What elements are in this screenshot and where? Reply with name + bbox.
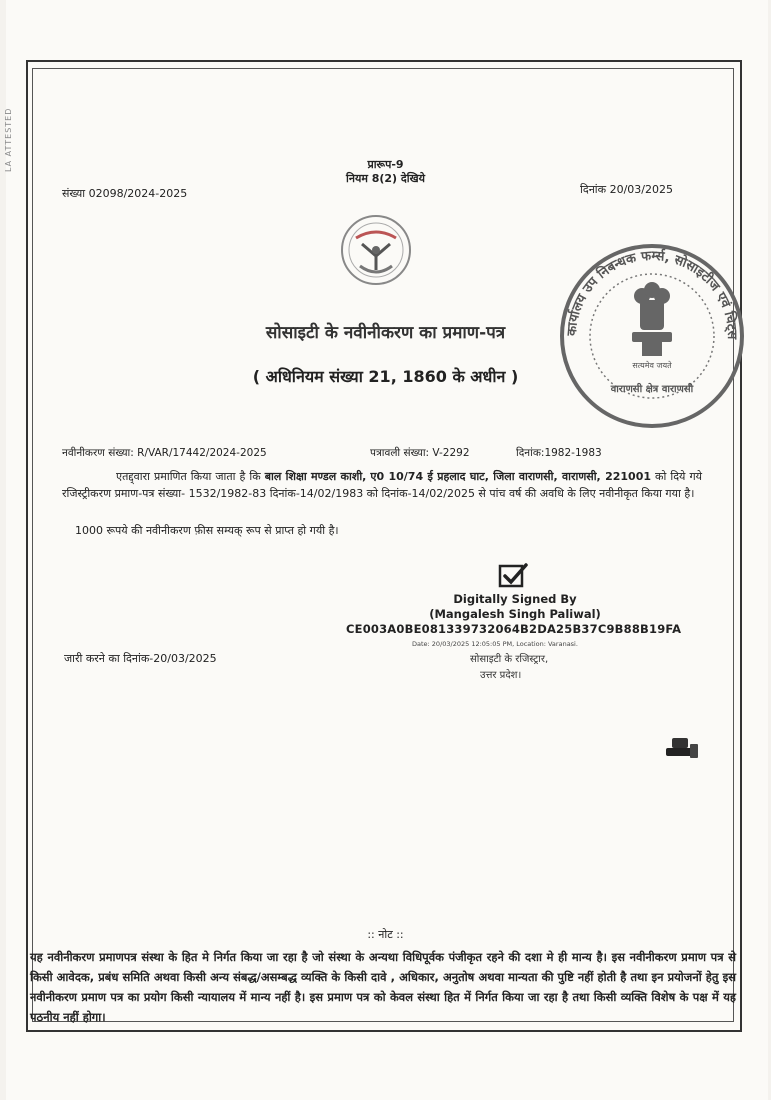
signer-name: (Mangalesh Singh Paliwal) xyxy=(429,607,601,621)
certificate-body xyxy=(62,468,702,502)
note-heading: :: नोट :: xyxy=(367,928,404,941)
fee-statement: 1000 रूपये की नवीनीकरण फ़ीस सम्यक् रूप से प्राप्त हो गयी है। xyxy=(75,524,339,537)
registrar-line-2: उत्तर प्रदेश। xyxy=(480,670,522,681)
certificate-title: सोसाइटी के नवीनीकरण का प्रमाण-पत्र xyxy=(265,323,506,343)
body-intro: एतद्द्वारा प्रमाणित किया जाता है कि xyxy=(116,470,261,483)
certificate-subtitle: ( अधिनियम संख्या 21, 1860 के अधीन ) xyxy=(252,367,519,386)
issue-date: जारी करने का दिनांक-20/03/2025 xyxy=(64,652,217,665)
seal-ring-text: कार्यालय उप निबन्धक फर्म्स, सोसाइटीज एवं चिट्स xyxy=(564,248,740,340)
registrar-designation xyxy=(470,652,548,684)
form-number: प्रारूप-9 xyxy=(367,158,404,171)
digital-signature-block xyxy=(420,592,610,622)
rule-reference: नियम 8(2) देखिये xyxy=(345,172,425,185)
registrar-line-1: सोसाइटी के रजिस्ट्रार, xyxy=(470,654,549,665)
stamp-icon xyxy=(664,736,700,762)
seal-motto: सत्यमेव जयते xyxy=(632,361,672,370)
side-margin-text: LA ATTESTED xyxy=(4,107,13,172)
society-address: ए0 10/74 ई प्रहलाद घाट, जिला वाराणसी, वाराणसी, 221001 xyxy=(370,470,652,483)
checkmark-icon xyxy=(498,562,530,590)
certificate-number: संख्या 02098/2024-2025 xyxy=(62,187,188,200)
body-renewal-text: को दिये गये रजिस्ट्रीकरण प्रमाण-पत्र संख्या- 1532/1982-83 दिनांक-14/02/1983 को दिनांक-14/02/2025 से पांच वर्ष की अवधि के लिए नवीनीकृत किया गया है। xyxy=(62,470,703,500)
seal-bottom-text: वाराणसी क्षेत्र वाराणसी xyxy=(610,384,694,395)
renewal-number: नवीनीकरण संख्या: R/VAR/17442/2024-2025 xyxy=(62,447,267,459)
signature-meta: Date: 20/03/2025 12:05:05 PM, Location: Varanasi. xyxy=(412,640,578,648)
signed-by-label: Digitally Signed By xyxy=(453,592,577,606)
note-text: यह नवीनीकरण प्रमाणपत्र संस्था के हित मे निर्गत किया जा रहा है जो संस्था के अन्यथा विधिपूर्वक पंजीकृत रहने की दशा मे ही मान्य है। इस नवीनीकरण प्रमाण पत्र से किसी आवेदक, प्रबंध समिति अथवा किसी अन्य संबद्ध/असम्बद्ध व्यक्ति के किसी दावे , अधिकार, अनुतोष अथवा मान्यता की पुष्टि नहीं होती है तथा इन प्रयोजनों हेतु इस नवीनीकरण प्रमाण पत्र का प्रयोग किसी न्यायालय में मान्य नहीं है। इस प्रमाण पत्र को केवल संस्था हित में निर्गत किया जा रहा है तथा किसी व्यक्ति विशेष के पक्ष में यह पठनीय नहीं होगा। xyxy=(30,950,736,1024)
file-number: पत्रावली संख्या: V-2292 xyxy=(370,447,470,459)
society-name: बाल शिक्षा मण्डल काशी, xyxy=(264,470,367,483)
state-emblem-icon xyxy=(334,208,418,292)
certificate-date: दिनांक 20/03/2025 xyxy=(580,183,673,196)
signature-hash: CE003A0BE081339732064B2DA25B37C9B88B19FA xyxy=(346,622,682,636)
file-date: दिनांक:1982-1983 xyxy=(516,447,602,459)
